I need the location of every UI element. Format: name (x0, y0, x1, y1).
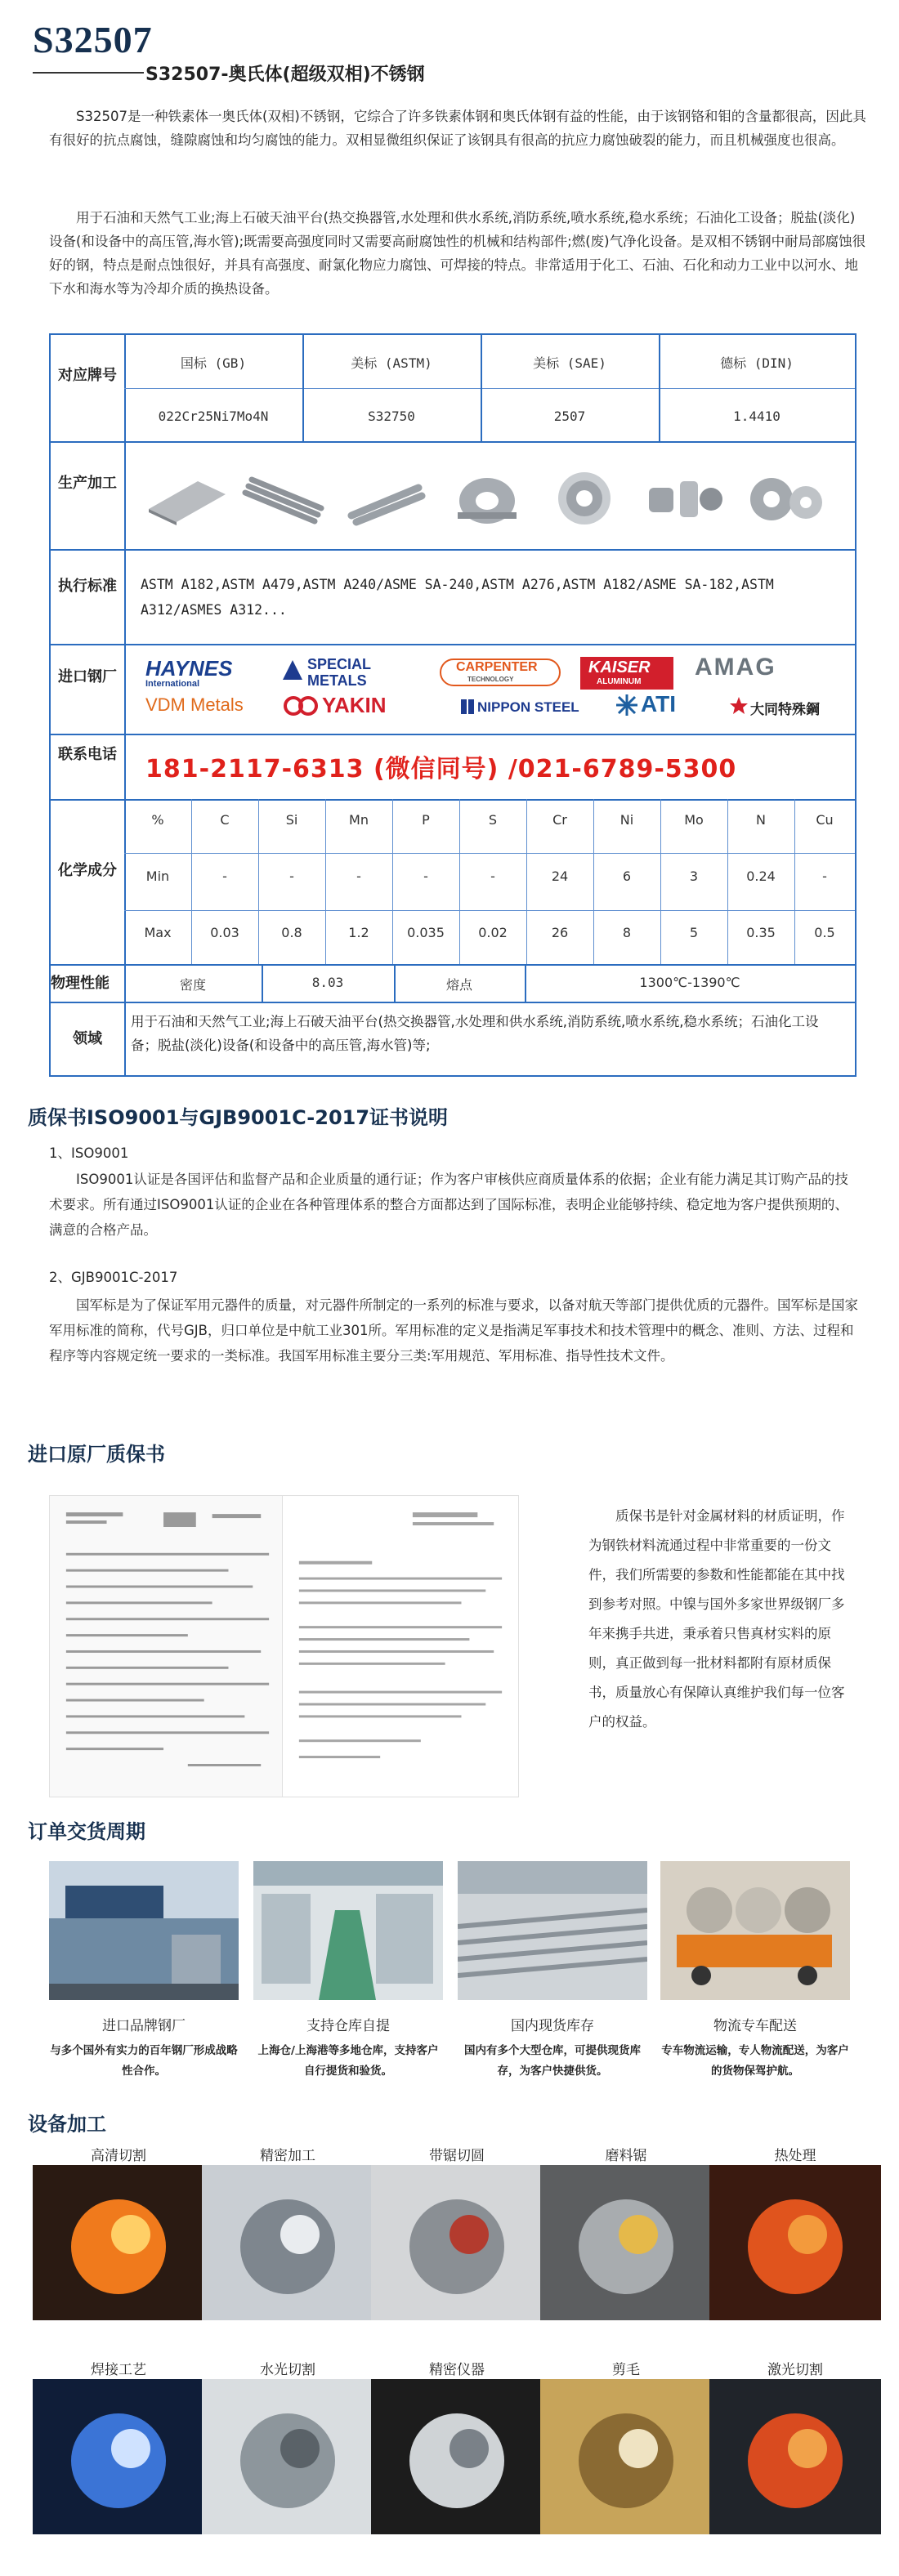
contact-phone[interactable]: 181-2117-6313 (微信同号) /021-6789-5300 (145, 755, 737, 784)
chem-max-cell: 0.02 (478, 925, 508, 940)
subtitle-divider (33, 72, 144, 74)
delivery-caption-3: 国内现货库存 (511, 2018, 594, 2034)
chem-header-cell: Mn (349, 812, 369, 828)
equipment-photo (540, 2165, 712, 2320)
field-text: 用于石油和天然气工业;海上石破天油平台(热交换器管,水处理和供水系统,消防系统,喷水系统,稳水系统；石油化工设备；脱盐(淡化)设备(和设备中的高压管,海水管)等; (131, 1014, 819, 1053)
std-din-value: 1.4410 (733, 408, 780, 424)
std-gb-value: 022Cr25Ni7Mo4N (158, 408, 269, 424)
chem-min-cell: Min (145, 868, 170, 884)
rod-bundle-icon (240, 470, 330, 527)
special-metals-logo-icon (281, 659, 304, 681)
equipment-label: 高清切割 (91, 2148, 146, 2164)
chem-min-cell: - (222, 868, 227, 884)
melting-label: 熔点 (445, 977, 472, 993)
label-exec-standard: 执行标准 (58, 578, 117, 595)
equipment-label: 精密仪器 (429, 2362, 485, 2378)
certs-description: 质保书是针对金属材料的材质证明，作为钢铁材料流通过程中非常重要的一份文件，我们所需要的参数和性能都能在其中找到参考对照。中镍与国外多家世界级钢厂多年来携手共进，秉承着只售真材实料的原则，真正做到每一批材料都附有原材质保书，质量放心有保障认真维护我们每一位客户的权益。 (588, 1508, 845, 1730)
sheet-icon (141, 470, 230, 527)
iso-text: ISO9001认证是各国评估和监督产品和企业质量的通行证；作为客户审核供应商质量体系的依据；企业有能力满足其订购产品的技术要求。所有通过ISO9001认证的企业在各种管理体系的整合方面都达到了国际标准，表明企业能够持续、稳定地为客户提供预期的、满意的合格产品。 (49, 1172, 848, 1238)
chem-max-cell: 0.035 (407, 925, 445, 940)
label-physical: 物理性能 (51, 975, 110, 992)
daido-logo-icon (729, 696, 749, 716)
density-value: 8.03 (311, 975, 344, 990)
logistics-photo (660, 1861, 850, 2000)
delivery-note-4: 专车物流运输，专人物流配送，为客户的货物保驾护航。 (661, 2044, 849, 2078)
equipment-photo (33, 2379, 204, 2534)
equipment-label: 热处理 (774, 2148, 816, 2164)
delivery-caption-4: 物流专车配送 (713, 2018, 797, 2034)
chem-min-cell: - (822, 868, 827, 884)
chem-min-cell: - (423, 868, 428, 884)
equipment-label: 带锯切圆 (429, 2148, 485, 2164)
equipment-label: 磨料锯 (605, 2148, 647, 2164)
brand-daido: 大同特殊鋼 (750, 702, 820, 717)
yakin-logo-icon (283, 694, 319, 717)
std-astm-name: 美标 (ASTM) (351, 355, 432, 371)
std-astm-value: S32750 (368, 408, 415, 424)
label-field: 领域 (73, 1030, 102, 1047)
equipment-photo (709, 2379, 881, 2534)
equipment-label: 剪毛 (612, 2362, 640, 2378)
spec-table (49, 333, 857, 1077)
delivery-note-1: 与多个国外有实力的百年钢厂形成战略性合作。 (50, 2044, 238, 2078)
delivery-note-2: 上海仓/上海港等多地仓库，支持客户自行提货和验货。 (257, 2044, 439, 2078)
exec-standard-text: ASTM A182,ASTM A479,ASTM A240/ASME SA-240,ASTM A276,ASTM A182/ASME SA-182,ASTM A312/ASMES A312... (141, 577, 774, 618)
chem-min-cell: 24 (551, 868, 569, 884)
chem-header-cell: Cu (816, 812, 834, 828)
brand-metals: METALS (307, 672, 367, 689)
equipment-label: 激光切割 (767, 2362, 823, 2378)
warehouse-photo (253, 1861, 443, 2000)
fitting-icon (639, 470, 729, 527)
chem-max-cell: 0.35 (746, 925, 776, 940)
brand-carpenter-sub: TECHNOLOGY (467, 676, 514, 683)
certificate-image-1 (49, 1495, 286, 1797)
melting-value: 1300℃-1390℃ (639, 975, 740, 990)
equipment-label: 精密加工 (260, 2148, 315, 2164)
chem-max-cell: 0.03 (210, 925, 239, 940)
chem-max-cell: 26 (551, 925, 569, 940)
delivery-note-3: 国内有多个大型仓库，可提供现货库存，为客户快捷供货。 (464, 2044, 641, 2078)
std-sae-name: 美标 (SAE) (533, 355, 606, 371)
mill-photo (49, 1861, 239, 2000)
chem-header-cell: Si (285, 812, 298, 828)
wire-spool-icon (539, 470, 629, 527)
coil-icon (440, 470, 530, 527)
ati-logo-icon (615, 693, 639, 717)
equipment-photo (709, 2165, 881, 2320)
chem-max-cell: 1.2 (348, 925, 369, 940)
density-label: 密度 (179, 977, 206, 993)
chem-header-cell: C (220, 812, 230, 828)
label-brand: 对应牌号 (58, 367, 117, 384)
certificate-image-2 (282, 1495, 519, 1797)
label-import-mills: 进口钢厂 (58, 668, 117, 685)
label-production: 生产加工 (58, 475, 117, 492)
label-chemistry: 化学成分 (58, 862, 117, 879)
brand-special: SPECIAL (307, 656, 372, 672)
brand-ati: ATI (641, 691, 677, 717)
chem-header-cell: % (151, 812, 164, 828)
label-contact: 联系电话 (58, 746, 117, 763)
brand-kaiser: KAISER (588, 659, 651, 676)
chem-max-cell: 0.8 (281, 925, 302, 940)
brand-haynes-sub: International (145, 679, 200, 689)
nippon-steel-logo-icon (459, 698, 476, 716)
std-sae-value: 2507 (553, 408, 586, 424)
equipment-photo (371, 2165, 543, 2320)
chem-min-cell: 6 (622, 868, 632, 884)
chem-min-cell: 3 (689, 868, 699, 884)
page-subtitle: S32507-奥氏体(超级双相)不锈钢 (145, 65, 425, 85)
tube-icon (340, 470, 430, 527)
chem-max-cell: 5 (689, 925, 699, 940)
chem-max-cell: Max (144, 925, 172, 940)
chem-min-cell: 0.24 (746, 868, 776, 884)
chem-header-cell: S (488, 812, 498, 828)
equipment-photo (371, 2379, 543, 2534)
equipment-title: 设备加工 (28, 2113, 106, 2136)
flange-icon (739, 470, 829, 527)
std-din-name: 德标 (DIN) (720, 355, 794, 371)
std-gb-name: 国标 (GB) (180, 355, 247, 371)
chem-header-cell: Cr (552, 812, 567, 828)
intro-paragraph-2: 用于石油和天然气工业;海上石破天油平台(热交换器管,水处理和供水系统,消防系统,喷水系统,稳水系统；石油化工设备；脱盐(淡化)设备(和设备中的高压管,海水管);既需要高强度同时又需要高耐腐蚀性的机械和结构部件;燃(废)气净化设备。是双相不锈钢中耐局部腐蚀很好的钢，特点是耐点蚀很好，并具有高强度、耐氯化物应力腐蚀、可焊接的特点。非常适用于化工、石油、石化和动力工业中以河水、地下水和海水等为冷却介质的换热设备。 (49, 210, 866, 297)
stock-photo (458, 1861, 647, 2000)
chem-max-cell: 0.5 (814, 925, 835, 940)
page-title: S32507 (33, 19, 153, 60)
equipment-label: 水光切割 (260, 2362, 315, 2378)
brand-amag: AMAG (695, 654, 776, 681)
intro-paragraph-1: S32507是一种铁素体一奥氏体(双相)不锈钢，它综合了许多铁素体钢和奥氏体钢有益的性能，由于该钢铬和钼的含量都很高，因此具有很好的抗点腐蚀，缝隙腐蚀和均匀腐蚀的能力。双相显微组织保证了该钢具有很高的抗应力腐蚀破裂的能力，而且机械强度也很高。 (49, 109, 866, 148)
brand-nippon-steel: NIPPON STEEL (477, 699, 579, 715)
brand-kaiser-sub: ALUMINUM (597, 677, 642, 686)
chem-min-cell: - (490, 868, 495, 884)
brand-carpenter: CARPENTER (456, 660, 538, 674)
brand-haynes: HAYNES (145, 656, 233, 681)
chem-header-cell: Ni (619, 812, 634, 828)
chem-max-cell: 8 (622, 925, 632, 940)
delivery-title: 订单交货周期 (28, 1820, 145, 1843)
chem-header-cell: P (422, 812, 430, 828)
equipment-photo (202, 2165, 373, 2320)
certs-title: 进口原厂质保书 (28, 1443, 165, 1466)
gjb-title: 2、GJB9001C-2017 (49, 1270, 178, 1285)
chem-header-cell: Mo (684, 812, 704, 828)
gjb-text: 国军标是为了保证军用元器件的质量，对元器件所制定的一系列的标准与要求，以备对航天等部门提供优质的元器件。国军标是国家军用标准的简称，代号GJB，归口单位是中航工业301所。军用标准的定义是指满足军事技术和技术管理中的概念、准则、方法、过程和程序等内容规定统一要求的一类标准。我国军用标准主要分三类:军用规范、军用标准、指导性技术文件。 (49, 1297, 858, 1364)
equipment-photo (540, 2379, 712, 2534)
equipment-photo (33, 2165, 204, 2320)
chem-min-cell: - (289, 868, 294, 884)
equipment-photo (202, 2379, 373, 2534)
brand-yakin: YAKIN (322, 693, 387, 717)
delivery-caption-1: 进口品牌钢厂 (102, 2018, 186, 2034)
quality-title: 质保书ISO9001与GJB9001C-2017证书说明 (28, 1106, 449, 1129)
chem-min-cell: - (356, 868, 361, 884)
equipment-label: 焊接工艺 (91, 2362, 146, 2378)
brand-vdm: VDM Metals (145, 694, 244, 715)
delivery-caption-2: 支持仓库自提 (306, 2018, 390, 2034)
iso-title: 1、ISO9001 (49, 1145, 129, 1161)
chem-header-cell: N (756, 812, 766, 828)
